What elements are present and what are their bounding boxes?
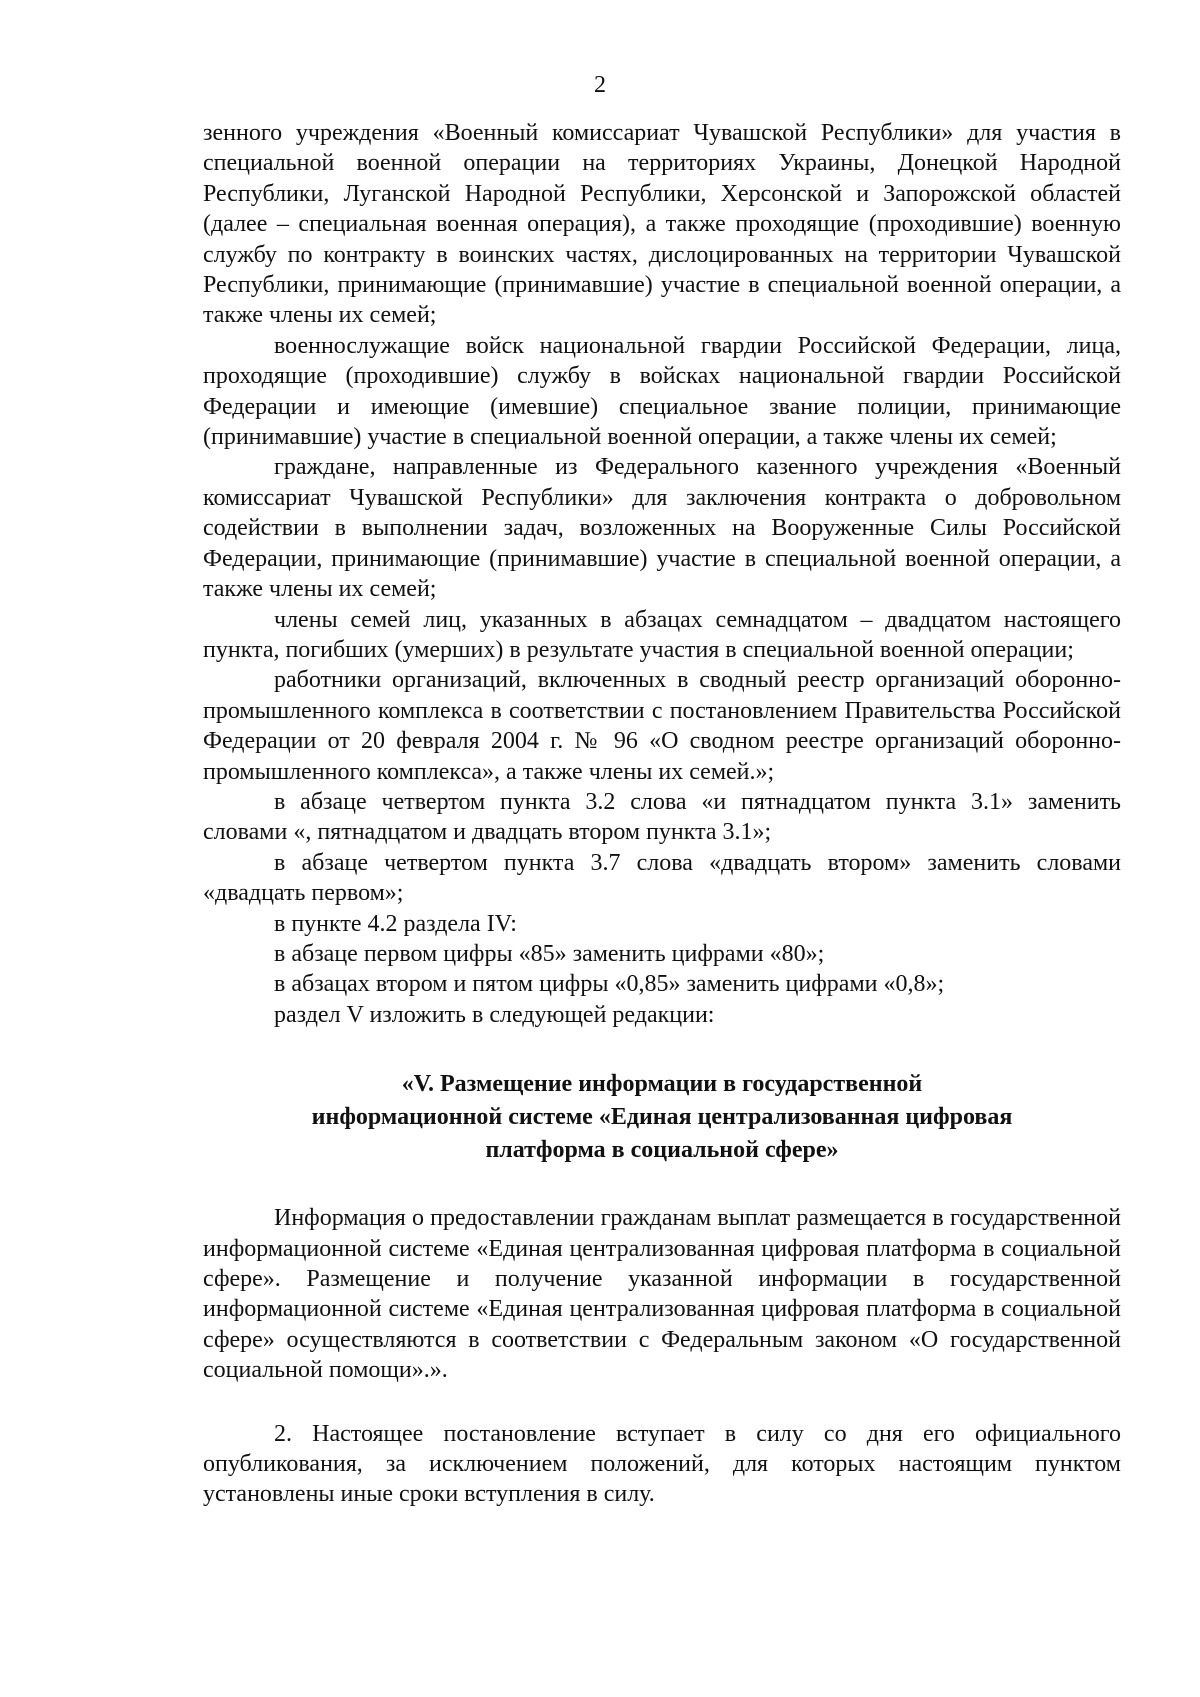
paragraph-amendment-3-2: в абзаце четвертом пункта 3.2 слова «и пятнадцатом пункта 3.1» заменить словами «, пятнадцатом и двадцать втором пункта 3.1»; <box>203 788 1121 846</box>
paragraph-entry-into-force: 2. Настоящее постановление вступает в силу со дня его официального опубликования, за исключением положений, для которых настоящим пунктом установлены иные сроки вступления в силу. <box>203 1420 1121 1508</box>
paragraph-volunteers: граждане, направленные из Федерального казенного учреждения «Военный комиссариат Чувашской Республики» для заключения контракта о добровольном содействии в выполнении задач, возложенных на Вооруженные Силы Российской Федерации, принимающие (принимавшие) участие в специальной военной операции, а также члены их семей; <box>203 454 1121 603</box>
paragraph-amendment-3-7: в абзаце четвертом пункта 3.7 слова «двадцать втором» заменить словами «двадцать первом»; <box>203 849 1121 907</box>
paragraph-figures-85: в абзаце первом цифры «85» заменить цифрами «80»; <box>274 940 825 967</box>
paragraph-figures-085: в абзацах втором и пятом цифры «0,85» заменить цифрами «0,8»; <box>274 971 945 998</box>
heading-line: «V. Размещение информации в государственной <box>401 1071 923 1098</box>
paragraph-section-v-text: Информация о предоставлении гражданам выплат размещается в государственной информационной системе «Единая централизованная цифровая платформа в социальной сфере». Размещение и получение указанной информации в государственной информационной системе «Единая централизованная цифровая платформа в социальной сфере» осуществляются в соответствии с Федеральным законом «О государственной социальной помощи».». <box>203 1205 1121 1384</box>
heading-line: платформа в социальной сфере» <box>485 1137 839 1164</box>
paragraph-defense-workers: работники организаций, включенных в сводный реестр организаций оборонно-промышленного комплекса в соответствии с постановлением Правительства Российской Федерации от 20 февраля 2004 г. № 96 «О сводном реестре организаций оборонно-промышленного комплекса», а также члены их семей.»; <box>203 667 1121 785</box>
paragraph-section-4-2: в пункте 4.2 раздела IV: <box>274 910 517 937</box>
heading-line: информационной системе «Единая централизованная цифровая <box>311 1104 1013 1131</box>
document-body <box>203 118 1121 1510</box>
paragraph-family-members: члены семей лиц, указанных в абзацах семнадцатом – двадцатом настоящего пункта, погибших (умерших) в результате участия в специальной военной операции; <box>203 606 1121 663</box>
page-number: 2 <box>594 72 606 98</box>
section-v-heading <box>203 1068 1121 1167</box>
paragraph-continuation: зенного учреждения «Военный комиссариат Чувашской Республики» для участия в специальной военной операции на территориях Украины, Донецкой Народной Республики, Луганской Народной Республики, Херсонской и Запорожской областей (далее – специальная военная операция), а также проходящие (проходившие) военную службу по контракту в воинских частях, дислоцированных на территории Чувашской Республики, принимающие (принимавшие) участие в специальной военной операции, а также члены их семей; <box>203 120 1121 329</box>
paragraph-section-v-intro: раздел V изложить в следующей редакции: <box>274 1001 715 1028</box>
paragraph-rosgvardia: военнослужащие войск национальной гвардии Российской Федерации, лица, проходящие (проходившие) службу в войсках национальной гвардии Российской Федерации и имеющие (имевшие) специальное звание полиции, принимающие (принимавшие) участие в специальной военной операции, а также члены их семей; <box>203 332 1121 451</box>
